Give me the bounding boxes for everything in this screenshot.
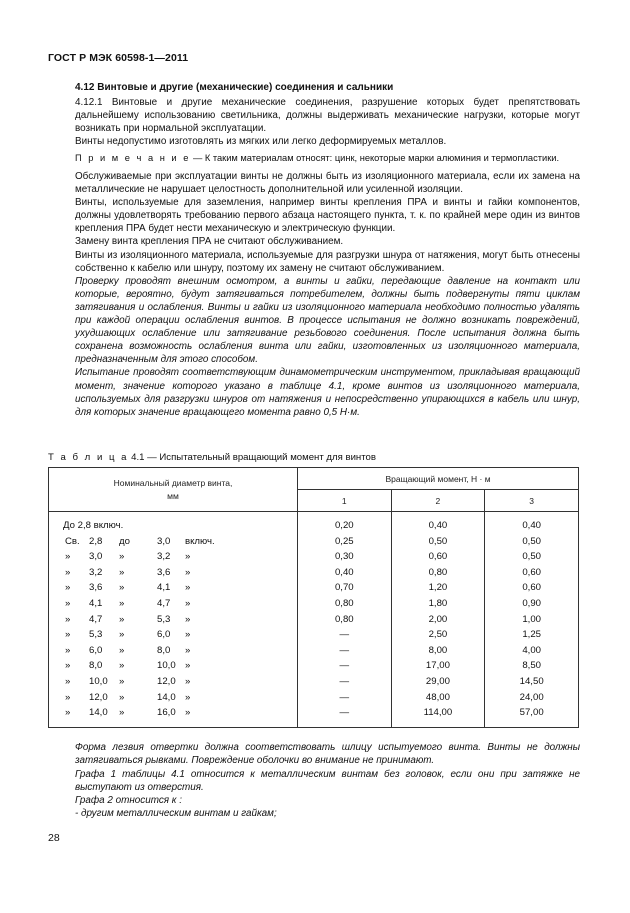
- table-caption-text: 4.1 — Испытательный вращающий момент для винтов: [128, 452, 376, 463]
- diameter-range: [49, 643, 297, 659]
- diameter-part-a: »: [65, 566, 71, 578]
- table-caption-label: Т а б л и ц а: [48, 452, 129, 463]
- torque-value: 4,00: [522, 644, 541, 656]
- note-text: — К таким материалам относят: цинк, некоторые марки алюминия и термопластики.: [190, 153, 560, 163]
- diameter-part-a: »: [65, 613, 71, 625]
- diameter-column-header: Номинальный диаметр винта, мм: [49, 468, 298, 512]
- diameter-column: [49, 512, 298, 728]
- diameter-part-a: Св.: [65, 535, 80, 547]
- diameter-part-from: 2,8: [89, 535, 103, 547]
- document-header: ГОСТ Р МЭК 60598-1—2011: [48, 52, 189, 64]
- diameter-part-a: »: [65, 644, 71, 656]
- torque-value: —: [339, 660, 350, 672]
- torque-column-3: [485, 512, 579, 728]
- diameter-part-c: »: [185, 566, 191, 578]
- diameter-part-b: »: [119, 660, 125, 672]
- diameter-part-to: 10,0: [157, 660, 176, 672]
- diameter-part-from: 14,0: [89, 707, 108, 719]
- diameter-part-c: »: [185, 613, 191, 625]
- diameter-part-from: 8,0: [89, 660, 103, 672]
- torque-value: 0,80: [334, 613, 354, 625]
- body-text-block-2: [75, 170, 580, 419]
- diameter-part-c: »: [185, 660, 191, 672]
- torque-value: —: [339, 707, 350, 719]
- diameter-part-c: »: [185, 644, 191, 656]
- torque-value: 57,00: [519, 707, 544, 719]
- torque-value: 1,20: [428, 582, 448, 594]
- paragraph: Замену винта крепления ПРА не считают обслуживанием.: [75, 236, 344, 248]
- diameter-first-label: До 2,8 включ.: [63, 520, 124, 531]
- diameter-part-a: »: [65, 707, 71, 719]
- note: [75, 152, 580, 165]
- diameter-part-to: 6,0: [157, 629, 171, 641]
- diameter-part-to: 8,0: [157, 644, 171, 656]
- diameter-part-from: 12,0: [89, 691, 108, 703]
- torque-value: 0,60: [428, 551, 448, 563]
- torque-value: —: [339, 675, 350, 687]
- diameter-part-c: »: [185, 582, 191, 594]
- torque-value: 0,80: [428, 566, 448, 578]
- diameter-range: [49, 518, 297, 534]
- diameter-part-c: включ.: [185, 535, 215, 547]
- diameter-part-c: »: [185, 597, 191, 609]
- diameter-part-a: »: [65, 582, 71, 594]
- diameter-part-b: »: [119, 566, 125, 578]
- diameter-part-to: 3,0: [157, 535, 171, 547]
- diameter-range: [49, 658, 297, 674]
- torque-value: 0,90: [522, 597, 541, 609]
- diameter-part-b: »: [119, 691, 125, 703]
- paragraph: Графа 2 относится к :: [75, 795, 182, 807]
- body-text-block: [75, 96, 580, 148]
- torque-value: 48,00: [425, 691, 450, 703]
- diameter-part-a: »: [65, 660, 71, 672]
- torque-column-1: [298, 512, 391, 728]
- diameter-range: [49, 627, 297, 643]
- diameter-part-b: »: [119, 644, 125, 656]
- diameter-part-to: 14,0: [157, 691, 176, 703]
- diameter-part-from: 3,6: [89, 582, 103, 594]
- torque-value: 1,80: [428, 597, 448, 609]
- italic-paragraph: Проверку проводят внешним осмотром, а винты и гайки, передающие давление на контакт или которые, вероятно, будут затягиваться потребителем, должны быть подвергнуты пяти циклам затягивания и ослабления. Винты и гайки из изоляционного материала необходимо полностью удалять при каждой операции ослабления винтов. В процессе испытания не должно возникать повреждений, ухудшающих ослабление или затягивание резьбового соединения. После испытания должна быть сохранена возможность ослабления винта или гайки, изготовленных из изоляционного материала, предназначенным для этого способом.: [75, 275, 580, 366]
- diameter-part-a: »: [65, 691, 71, 703]
- paragraph: Обслуживаемые при эксплуатации винты не должны быть из изоляционного материала, если их замена на металлические не нарушает целостность дополнительной или усиленной изоляции.: [75, 171, 580, 196]
- diameter-part-to: 5,3: [157, 613, 171, 625]
- torque-value: 8,00: [428, 644, 448, 656]
- diameter-range: [49, 690, 297, 706]
- column-number: 2: [391, 490, 485, 512]
- column-number: 1: [298, 490, 391, 512]
- diameter-part-from: 4,7: [89, 613, 103, 625]
- torque-value: 0,70: [334, 582, 354, 594]
- paragraph: Форма лезвия отвертки должна соответствовать шлицу испытуемого винта. Винты не должны затягиваться рывками. Повреждение оболочки во внимание не принимают.: [75, 742, 580, 767]
- torque-column-2: [391, 512, 485, 728]
- torque-value: 29,00: [425, 675, 450, 687]
- diameter-part-from: 3,0: [89, 551, 103, 563]
- torque-value: —: [339, 691, 350, 703]
- torque-column-header: Вращающий момент, Н · м: [298, 468, 579, 490]
- torque-value: 8,50: [522, 660, 541, 672]
- paragraph: Винты, используемые для заземления, например винты крепления ПРА и винты и гайки компонентов, должны удовлетворять требованию первого абзаца настоящего пункта, т. к. по крайней мере один из винтов крепления ПРА будет нести механическую и электрическую функции.: [75, 197, 580, 235]
- diameter-part-a: »: [65, 675, 71, 687]
- torque-value: 2,50: [428, 629, 448, 641]
- diameter-range: [49, 549, 297, 565]
- section-title: 4.12 Винтовые и другие (механические) соединения и сальники: [75, 82, 394, 93]
- torque-value: 1,00: [522, 613, 541, 625]
- diameter-part-c: »: [185, 707, 191, 719]
- diameter-part-to: 4,7: [157, 597, 171, 609]
- diameter-part-a: »: [65, 551, 71, 563]
- diameter-range: [49, 565, 297, 581]
- paragraph: 4.12.1 Винтовые и другие механические соединения, разрушение которых будет препятствовать дальнейшему использованию светильника, должны выдерживать механические нагрузки, которые могут возникать при нормальной эксплуатации.: [75, 97, 580, 135]
- torque-value: 0,40: [522, 520, 541, 531]
- torque-value: 0,30: [334, 551, 354, 563]
- torque-value: 0,50: [428, 535, 448, 547]
- diameter-range: [49, 580, 297, 596]
- closing-text-block: [75, 741, 580, 821]
- torque-value: 114,00: [423, 707, 453, 719]
- torque-value: 24,00: [519, 691, 544, 703]
- diameter-part-from: 3,2: [89, 566, 103, 578]
- torque-value: —: [339, 629, 350, 641]
- diameter-part-to: 3,2: [157, 551, 171, 563]
- diameter-part-a: »: [65, 629, 71, 641]
- diameter-range: [49, 612, 297, 628]
- torque-value: 0,40: [428, 520, 448, 531]
- diameter-part-b: »: [119, 613, 125, 625]
- diameter-range: [49, 705, 297, 721]
- italic-paragraph: Испытание проводят соответствующим динамометрическим инструментом, прикладывая вращающий момент, значение которого указано в таблице 4.1, кроме винтов из изоляционного материала, используемых для разгрузки шнуров от натяжения и непосредственно упирающихся в кабель или шнур, для которых значение вращающего момента равно 0,5 Н·м.: [75, 367, 580, 418]
- torque-value: 0,20: [334, 520, 354, 531]
- torque-value: 0,80: [334, 597, 354, 609]
- diameter-range: [49, 596, 297, 612]
- torque-value: 14,50: [519, 675, 544, 687]
- page-number: 28: [48, 832, 60, 844]
- torque-value: —: [339, 644, 350, 656]
- diameter-part-b: »: [119, 707, 125, 719]
- table-caption: [48, 452, 376, 463]
- diameter-part-to: 16,0: [157, 707, 176, 719]
- paragraph: Винты из изоляционного материала, используемые для разгрузки шнура от натяжения, могут быть отнесены собственно к кабелю или шнуру, поэтому их замену не считают обслуживанием.: [75, 249, 580, 274]
- diameter-part-b: »: [119, 629, 125, 641]
- torque-value: 0,60: [522, 582, 541, 594]
- diameter-part-from: 5,3: [89, 629, 103, 641]
- diameter-part-c: »: [185, 691, 191, 703]
- diameter-part-b: »: [119, 675, 125, 687]
- paragraph: Графа 1 таблицы 4.1 относится к металлическим винтам без головок, если они при затяжке не выступают из отверстия.: [75, 768, 580, 793]
- diameter-part-to: 4,1: [157, 582, 171, 594]
- torque-value: 0,40: [334, 566, 354, 578]
- torque-value: 0,50: [522, 551, 541, 563]
- torque-table: [48, 467, 579, 728]
- paragraph: Винты недопустимо изготовлять из мягких или легко деформируемых металлов.: [75, 136, 447, 148]
- paragraph: - другим металлическим винтам и гайкам;: [75, 808, 277, 820]
- torque-value: 0,60: [522, 566, 541, 578]
- torque-value: 0,25: [334, 535, 354, 547]
- diameter-part-a: »: [65, 597, 71, 609]
- diameter-part-from: 10,0: [89, 675, 108, 687]
- diameter-part-b: »: [119, 597, 125, 609]
- diameter-range: [49, 534, 297, 550]
- diameter-part-c: »: [185, 675, 191, 687]
- diameter-part-to: 12,0: [157, 675, 176, 687]
- diameter-part-from: 4,1: [89, 597, 103, 609]
- diameter-part-b: »: [119, 582, 125, 594]
- note-label: П р и м е ч а н и е: [75, 153, 191, 163]
- diameter-part-from: 6,0: [89, 644, 103, 656]
- diameter-part-b: до: [119, 535, 130, 547]
- diameter-part-c: »: [185, 629, 191, 641]
- torque-value: 17,00: [425, 660, 450, 672]
- column-number: 3: [485, 490, 579, 512]
- torque-value: 0,50: [522, 535, 541, 547]
- diameter-part-b: »: [119, 551, 125, 563]
- diameter-part-to: 3,6: [157, 566, 171, 578]
- diameter-range: [49, 674, 297, 690]
- diameter-part-c: »: [185, 551, 191, 563]
- torque-value: 1,25: [522, 629, 541, 641]
- torque-value: 2,00: [428, 613, 448, 625]
